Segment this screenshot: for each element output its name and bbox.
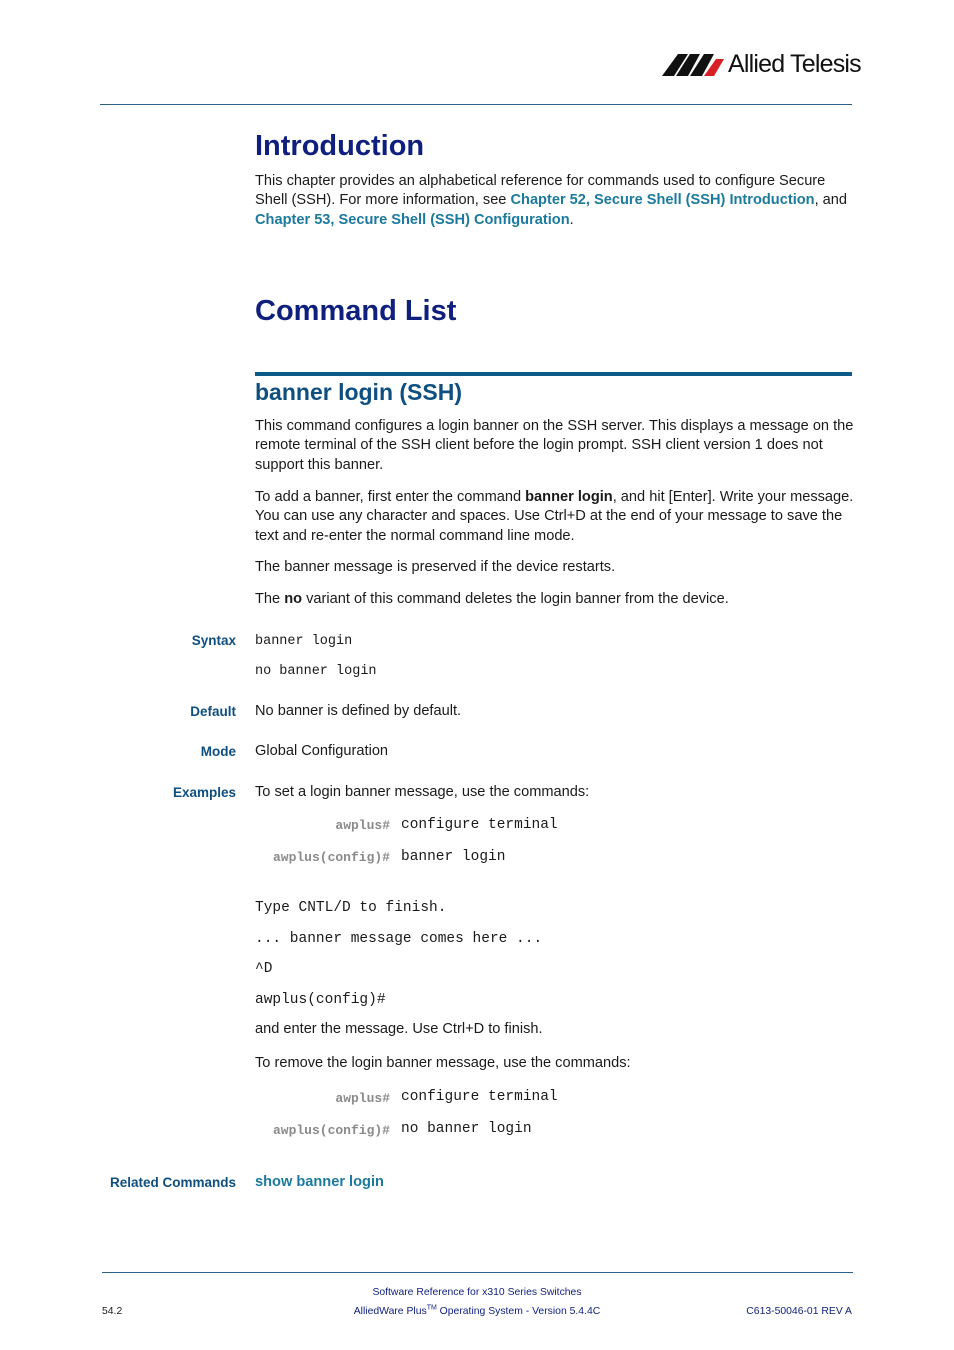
- page-number: 54.2: [102, 1306, 123, 1317]
- output-line-3: ^D: [255, 961, 273, 977]
- description-paragraph-1: This command configures a login banner on the SSH server. This displays a message on the remote terminal of the SSH client before the login prompt. SSH client version 1 does not support this banner.: [255, 418, 854, 473]
- output-line-1: Type CNTL/D to finish.: [255, 900, 447, 916]
- document-id: C613-50046-01 REV A: [746, 1306, 852, 1317]
- example-1-prompt-1: awplus#: [335, 818, 390, 833]
- description-paragraph-4: The no variant of this command deletes the login banner from the device.: [255, 591, 729, 607]
- intro-paragraph: This chapter provides an alphabetical reference for commands used to configure Secure Shell (SSH). For more information, see Chapter 52, Secure Shell (SSH) Introduction, and Chapter 53, Secure Shell (SSH) Configuration.: [255, 173, 848, 228]
- syntax-label: Syntax: [191, 633, 236, 648]
- example-2-command-2: no banner login: [401, 1121, 532, 1137]
- mode-label: Mode: [200, 744, 236, 759]
- example-1-command-1: configure terminal: [401, 817, 558, 833]
- logo-mark-icon: [662, 54, 724, 76]
- intro-title: Introduction: [255, 130, 425, 162]
- example-2-prompt-1: awplus#: [335, 1091, 390, 1106]
- footer-title: Software Reference for x310 Series Switches: [372, 1287, 582, 1298]
- syntax-line-1: banner login: [255, 634, 353, 649]
- default-text: No banner is defined by default.: [255, 703, 462, 719]
- show-banner-login-link[interactable]: show banner login: [255, 1174, 384, 1190]
- header-rule: [100, 104, 852, 105]
- example-intro-1: To set a login banner message, use the commands:: [255, 784, 590, 800]
- output-line-4: awplus(config)#: [255, 992, 386, 1008]
- command-title: banner login (SSH): [255, 379, 462, 405]
- footer-rule: [102, 1272, 853, 1273]
- example-2-command-1: configure terminal: [401, 1089, 558, 1105]
- related-commands-label: Related Commands: [109, 1175, 236, 1190]
- example-2-prompt-2: awplus(config)#: [272, 1123, 390, 1138]
- example-1-prompt-2: awplus(config)#: [272, 850, 390, 865]
- default-label: Default: [190, 704, 236, 719]
- footer-subtitle: AlliedWare Plus™ Operating System - Version 5.4.4C: [353, 1304, 601, 1317]
- examples-label: Examples: [172, 785, 236, 800]
- mode-text: Global Configuration: [255, 743, 389, 759]
- command-heading-bar: [255, 372, 852, 376]
- command-list-title: Command List: [255, 295, 457, 327]
- logo-text: Allied Telesis: [728, 50, 861, 78]
- description-paragraph-2: To add a banner, first enter the command banner login, and hit [Enter]. Write your message. You can use any character and spaces. Use Ctrl+D at the end of your message to save the text and re-enter the normal command line mode.: [255, 489, 854, 544]
- chapter-52-link[interactable]: Chapter 52, Secure Shell (SSH) Introduction: [510, 192, 815, 209]
- allied-telesis-logo: [662, 50, 861, 80]
- example-intro-2: To remove the login banner message, use the commands:: [255, 1055, 631, 1071]
- syntax-line-2: no banner login: [255, 664, 377, 679]
- example-after-text: and enter the message. Use Ctrl+D to finish.: [255, 1021, 543, 1037]
- output-line-2: ... banner message comes here ...: [255, 931, 543, 947]
- chapter-53-link[interactable]: Chapter 53, Secure Shell (SSH) Configuration: [255, 211, 570, 228]
- example-1-command-2: banner login: [401, 849, 506, 865]
- description-paragraph-3: The banner message is preserved if the device restarts.: [255, 559, 616, 575]
